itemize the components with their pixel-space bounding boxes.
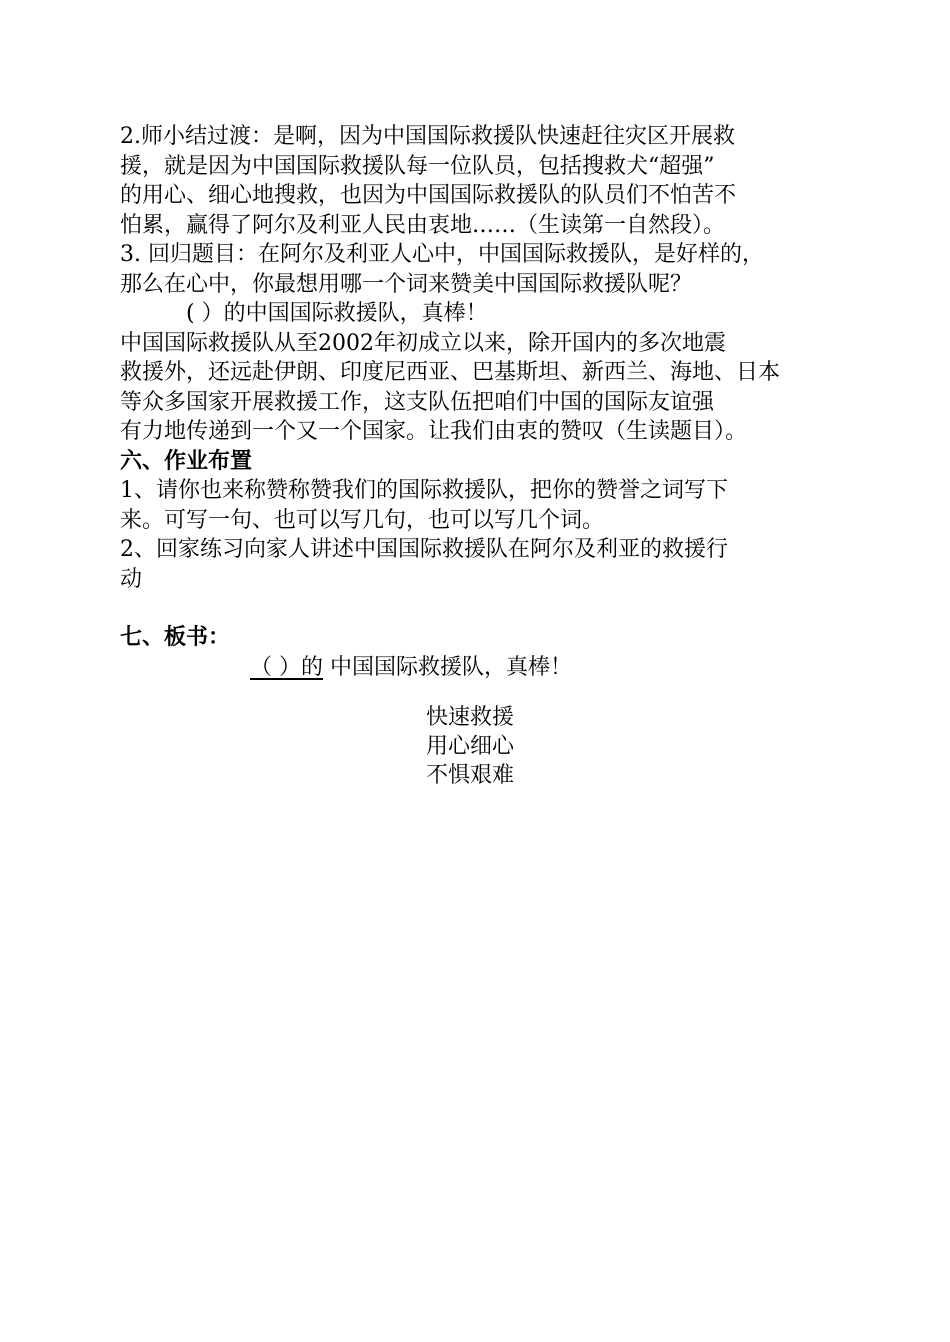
homework-item: 来。可写一句、也可以写几句，也可以写几个词。	[120, 507, 605, 533]
homework-item: 1、请你也来称赞称赞我们的国际救援队，把你的赞誉之词写下	[120, 478, 728, 503]
homework-item: 2、回家练习向家人讲述中国国际救援队在阿尔及利亚的救援行	[120, 537, 728, 562]
fill-in-blank-sentence: ( ）的中国国际救援队，真棒！	[186, 301, 488, 326]
paragraph-return-to-title	[120, 240, 840, 299]
text-line: 等众多国家开展救援工作，这支队伍把咱们中国的国际友谊强	[120, 389, 715, 415]
text-line: 的用心、细心地搜救，也因为中国国际救援队的队员们不怕苦不	[120, 183, 737, 208]
text-line: 援，就是因为中国国际救援队每一位队员，包括搜救犬“超强”	[120, 153, 715, 179]
text-line: 那么在心中，你最想用哪一个词来赞美中国国际救援队呢？	[120, 271, 693, 297]
board-word: 用心细心	[426, 734, 515, 759]
homework-item: 动	[120, 566, 143, 592]
section-blackboard	[120, 623, 840, 790]
board-word: 快速救援	[426, 705, 515, 730]
text-line: 3. 回归题目：在阿尔及利亚人心中，中国国际救援队，是好样的，	[120, 242, 764, 267]
paragraph-teacher-summary	[120, 122, 840, 240]
document-page	[120, 122, 840, 790]
board-title-blank: （ ）的	[250, 654, 323, 680]
text-line: 2.师小结过渡：是啊，因为中国国际救援队快速赶往灾区开展救	[120, 124, 735, 149]
board-title-text: 中国国际救援队，真棒！	[323, 654, 572, 680]
section-heading: 六、作业布置	[120, 448, 253, 474]
text-line: 怕累，赢得了阿尔及利亚人民由衷地……（生读第一自然段）。	[120, 212, 726, 238]
section-homework	[120, 447, 840, 595]
paragraph-team-introduction	[120, 329, 840, 447]
board-word: 不惧艰难	[426, 763, 515, 788]
board-title	[120, 653, 840, 683]
board-words	[120, 703, 840, 790]
text-line: 救援外，还远赴伊朗、印度尼西亚、巴基斯坦、新西兰、海地、日本	[120, 360, 781, 385]
spacer	[120, 594, 840, 623]
section-heading: 七、板书：	[120, 625, 231, 650]
text-line: 有力地传递到一个又一个国家。让我们由衷的赞叹（生读题目）。	[120, 419, 748, 444]
text-line: 中国国际救援队从至2002年初成立以来，除开国内的多次地震	[120, 330, 726, 356]
